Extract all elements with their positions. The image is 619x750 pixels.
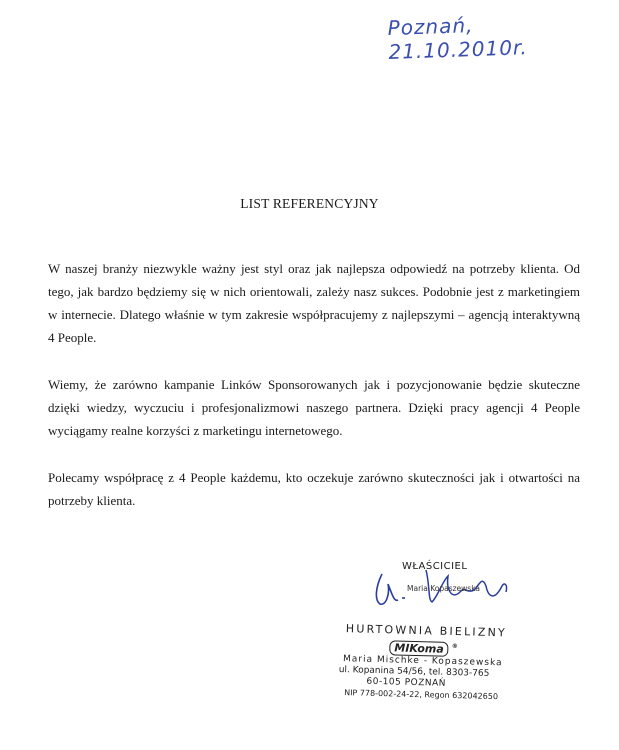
paragraph-1: W naszej branży niezwykle ważny jest styl oraz jak najlepsza odpowiedź na potrzeby klienta. Od tego, jak bardzo będziemy się w nich orientowali, zależy nasz sukces. Podobnie jest z marketingiem w internecie. Dlatego właśnie w tym zakresie współpracujemy z najlepszymi – agencją interaktywną 4 People. — [48, 261, 580, 345]
registered-mark: ® — [451, 643, 458, 651]
owner-role-label: WŁAŚCICIEL — [402, 561, 468, 572]
stamp-city-line: 60-105 POZNAŃ — [366, 676, 447, 689]
stamp-logo — [389, 641, 458, 656]
paragraph-3: Polecamy współpracę z 4 People każdemu, kto oczekuje zarówno skuteczności jak i otwartości na potrzeby klienta. — [48, 470, 580, 508]
company-stamp — [338, 622, 610, 705]
stamp-brand: MIKoma — [389, 640, 449, 657]
stamp-company-name: HURTOWNIA BIELIZNY — [345, 622, 508, 640]
paragraph-2: Wiemy, że zarówno kampanie Linków Sponsorowanych jak i pozycjonowanie będzie skuteczne dzięki wiedzy, wyczuciu i profesjonalizmowi naszego partnera. Dzięki pracy agencji 4 People wyciągamy realne korzyści z marketingu internetowego. — [48, 377, 580, 438]
handwritten-date: Poznań, 21.10.2010r. — [387, 13, 529, 65]
stamp-ids-line: NIP 778-002-24-22, Regon 632042650 — [344, 688, 499, 702]
owner-name-stamp: Maria Kopaszewska — [407, 584, 481, 593]
stamp-address-line: ul. Kopanina 54/56, tel. 8303-765 — [338, 664, 490, 679]
letter-title: LIST REFERENCYJNY — [240, 196, 379, 211]
stamp-owner-line: Maria Mischke - Kopaszewska — [342, 654, 503, 669]
